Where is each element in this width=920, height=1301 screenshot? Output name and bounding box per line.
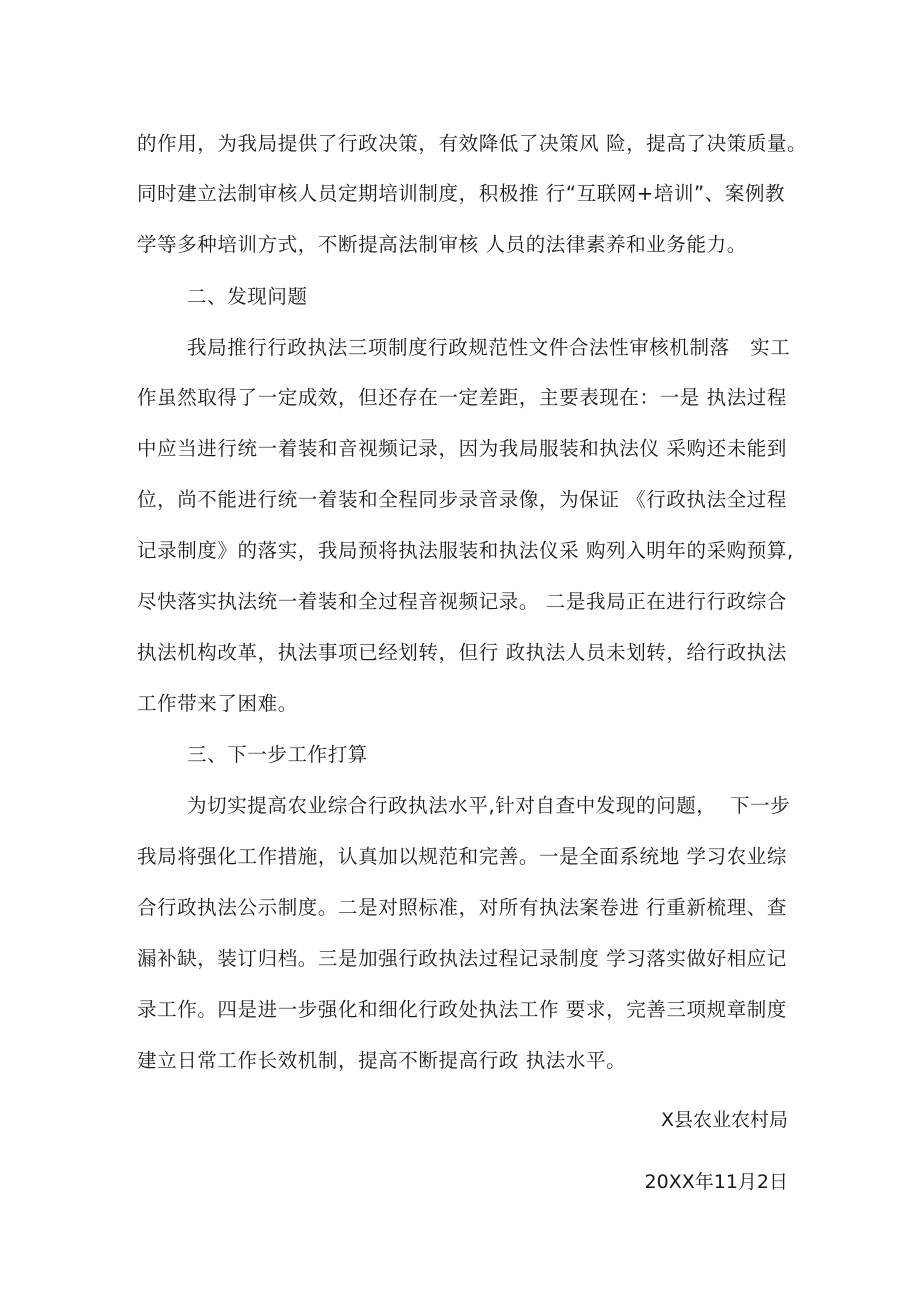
paragraph-line: 合行政执法公示制度。二是对照标准，对所有执法案卷进 行重新梳理、查 — [137, 896, 787, 919]
paragraph-line: 漏补缺，装订归档。三是加强行政执法过程记录制度 学习落实做好相应记 — [137, 947, 787, 970]
section-heading-problems: 二、发现问题 — [187, 285, 308, 308]
paragraph-line: 中应当进行统一着装和音视频记录，因为我局服装和执法仪 采购还未能到 — [137, 437, 787, 460]
paragraph-line: 录工作。四是进一步强化和细化行政处执法工作 要求，完善三项规章制度 — [137, 998, 787, 1021]
signature-organization: X县农业农村局 — [660, 1109, 788, 1131]
paragraph-line: 工作带来了困难。 — [137, 692, 298, 715]
paragraph-line: 记录制度》的落实，我局预将执法服装和执法仪采 购列入明年的采购预算, — [137, 539, 794, 562]
signature-date: 20XX年11月2日 — [644, 1171, 788, 1193]
paragraph-line: 为切实提高农业综合行政执法水平,针对自查中发现的问题， 下一步 — [187, 794, 791, 817]
paragraph-line: 作虽然取得了一定成效，但还存在一定差距，主要表现在：一是 执法过程 — [137, 386, 787, 409]
paragraph-line: 同时建立法制审核人员定期培训制度，积极推 行“互联网+培训”、案例教 — [137, 182, 786, 205]
paragraph-line: 我局将强化工作措施，认真加以规范和完善。一是全面系统地 学习农业综 — [137, 845, 787, 868]
paragraph-line: 我局推行行政执法三项制度行政规范性文件合法性审核机制落 实工 — [187, 336, 791, 359]
paragraph-line: 尽快落实执法统一着装和全过程音视频记录。 二是我局正在进行行政综合 — [137, 590, 787, 613]
section-heading-next-steps: 三、下一步工作打算 — [187, 743, 368, 766]
paragraph-line: 建立日常工作长效机制，提高不断提高行政 执法水平。 — [137, 1049, 627, 1072]
paragraph-line: 的作用，为我局提供了行政决策，有效降低了决策风 险，提高了决策质量。 — [137, 132, 808, 155]
paragraph-line: 位，尚不能进行统一着装和全程同步录音录像，为保证 《行政执法全过程 — [137, 488, 787, 511]
paragraph-line: 学等多种培训方式，不断提高法制审核 人员的法律素养和业务能力。 — [137, 233, 747, 256]
paragraph-line: 执法机构改革，执法事项已经划转，但行 政执法人员未划转，给行政执法 — [137, 641, 787, 664]
